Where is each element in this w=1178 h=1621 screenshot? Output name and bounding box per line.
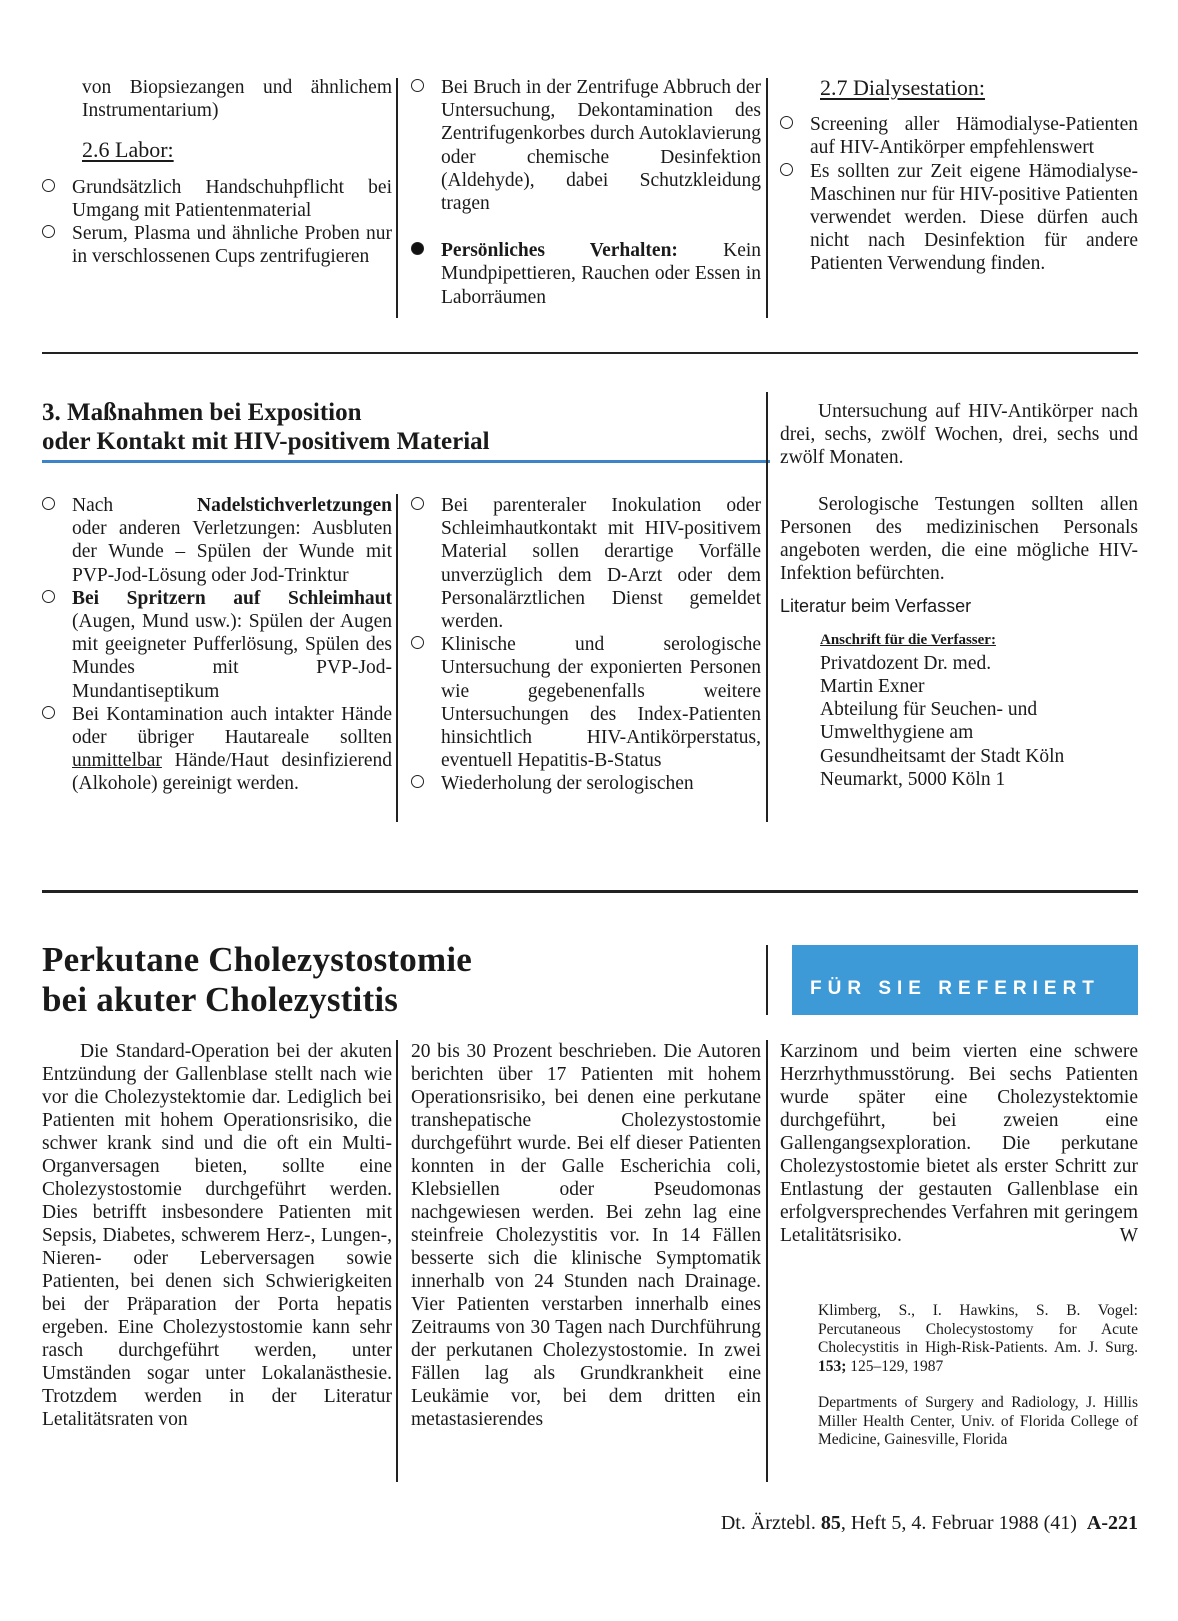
page-footer: Dt. Ärztebl. 85, Heft 5, 4. Februar 1988 (41) A-221 (720, 1512, 1138, 1534)
address-label: Anschrift für die Verfasser: (820, 631, 996, 648)
circle-bullet-icon (411, 497, 424, 510)
list-item: Bei Kontamination auch intakter Hände oder übriger Hautareale sollten unmittelbar Hände/Haut desinfizierend (Alkohole) gereinigt werden. (42, 703, 392, 796)
list-item: Bei parenteraler Inokulation oder Schleimhautkontakt mit HIV-positivem Material sollen derartige Vorfälle unverzüglich dem D-Arzt oder dem Personalärztlichen Dienst gemeldet werden. (411, 494, 761, 633)
column-divider (396, 78, 398, 318)
circle-bullet-icon (42, 497, 55, 510)
circle-bullet-icon (42, 590, 55, 603)
article-col-1: Die Standard-Operation bei der akuten Entzündung der Gallenblase stellt nach wie vor die Cholezystektomie dar. Lediglich bei Patienten mit hohem Operationsrisiko, die schwer krank sind und die oft ein Multi-Organversagen bieten, sollte eine Cholezystostomie durchgeführt werden. Dies betrifft insbesondere Patienten mit Sepsis, Diabetes, schwerem Herz-, Lungen-, Nieren- oder Leberversagen sowie Patienten, bei denen sich Schwierigkeiten bei der Präparation der Porta hepatis ergeben. Eine Cholezystostomie kann sehr rasch durchgeführt werden, unter Umständen sogar unter Lokalanästhesie. Trotzdem werden in der Literatur Letalitätsraten von (42, 1041, 392, 1430)
article-title: Perkutane Cholezystostomie bei akuter Cholezystitis (42, 940, 472, 1019)
col-exposure-right (780, 400, 1138, 791)
col-exposure-mid (411, 494, 761, 796)
page-number: A-221 (1086, 1512, 1138, 1534)
column-divider (396, 1040, 398, 1482)
list-item: Nach Nadelstichverletzungen oder anderen Verletzungen: Ausbluten der Wunde – Spülen der Wunde mit PVP-Jod-Lösung oder Jod-Trinktur (42, 494, 392, 587)
author-address: Anschrift für die Verfasser: Privatdozent Dr. med. Martin Exner Abteilung für Seuchen- und Umwelthygiene am Gesundheitsamt der Stadt Köln Neumarkt, 5000 Köln 1 (780, 629, 1138, 791)
serology-offer: Serologische Testungen sollten allen Personen des medizinischen Personals angeboten werden, die eine mögliche HIV-Infektion befürchten. (780, 493, 1138, 585)
list-item: Grundsätzlich Handschuhpflicht bei Umgang mit Patientenmaterial (42, 176, 392, 222)
section-rule (42, 352, 1138, 354)
circle-bullet-icon (42, 706, 55, 719)
circle-bullet-icon (411, 775, 424, 788)
filled-bullet-icon (411, 242, 424, 255)
column-divider (396, 494, 398, 822)
section-badge: FÜR SIE REFERIERT (792, 945, 1138, 1015)
reference-citation: Klimberg, S., I. Hawkins, S. B. Vogel: Percutaneous Cholecystostomy for Acute Cholecystitis in High-Risk-Patients. Am. J. Surg. 153; 125–129, 1987 (818, 1302, 1138, 1375)
circle-bullet-icon (780, 163, 793, 176)
article-col-2: 20 bis 30 Prozent beschrieben. Die Autoren berichten über 17 Patienten mit hohem Operationsrisiko, bei denen eine perkutane transhepatische Cholezystostomie durchgeführt wurde. Bei elf dieser Patienten konnten in der Galle Escherichia coli, Klebsiellen oder Pseudomonas nachgewiesen werden. Bei zehn lag eine steinfreie Cholezystitis vor. In 14 Fällen besserte sich die klinische Symptomatik innerhalb von 24 Stunden nach Drainage. Vier Patienten verstarben innerhalb eines Zeitraums von 30 Tagen nach Durchführung der perkutanen Cholezystostomie. In zwei Fällen lag als Grundkrankheit eine Leukämie vor, bei dem dritten ein metastasierendes (411, 1041, 761, 1430)
heading-dialysis: 2.7 Dialysestation: (820, 75, 985, 100)
blue-rule (42, 460, 770, 463)
circle-bullet-icon (42, 225, 55, 238)
reference-affiliation: Departments of Surgery and Radiology, J. Hillis Miller Health Center, Univ. of Florida College of Medicine, Gainesville, Florida (818, 1394, 1138, 1448)
heading-labor: 2.6 Labor: (82, 137, 174, 163)
literature-note: Literatur beim Verfasser (780, 596, 972, 617)
personal-behavior: Persönliches Verhalten: Kein Mundpipettieren, Rauchen oder Essen in Laborräumen (411, 239, 761, 309)
column-divider (766, 392, 768, 822)
list-item: Es sollten zur Zeit eigene Hämodialyse-Maschinen nur für HIV-positive Patienten verwendet werden. Diese dürfen auch nicht nach Desinfektion für andere Patienten Verwendung finden. (780, 160, 1138, 276)
article-col-3 (780, 1040, 1138, 1450)
section-rule (42, 890, 1138, 893)
column-divider (766, 78, 768, 318)
list-item: Klinische und serologische Untersuchung der exponierten Personen wie gegebenenfalls weitere Untersuchungen des Index-Patienten hinsichtlich HIV-Antikörperstatus, eventuell Hepatitis-B-Status (411, 633, 761, 772)
list-item: Screening aller Hämodialyse-Patienten auf HIV-Antikörper empfehlenswert (780, 113, 1138, 159)
list-item: Serum, Plasma und ähnliche Proben nur in verschlossenen Cups zentrifugieren (42, 222, 392, 268)
col-labor-left (42, 76, 392, 268)
circle-bullet-icon (411, 636, 424, 649)
column-divider (766, 1040, 768, 1482)
col-labor-mid (411, 76, 761, 309)
list-item: Bei Spritzern auf Schleimhaut (Augen, Mund usw.): Spülen der Augen mit geeigneter Pufferlösung, Spülen des Mundes mit PVP-Jod-Mundantiseptikum (42, 587, 392, 703)
col-dialysis (780, 76, 1138, 276)
list-item: Wiederholung der serologischen (411, 772, 761, 795)
section-3-title: 3. Maßnahmen bei Exposition oder Kontakt mit HIV-positivem Material (42, 399, 490, 455)
article-col-3-text: Karzinom und beim vierten eine schwere Herzrhythmusstörung. Bei sechs Patienten wurde später eine Cholezystektomie durchgeführt, bei zweien eine Gallengangsexploration. Die perkutane Cholezystostomie bietet als erster Schritt zur Entlastung der gestauten Gallenblase ein erfolgversprechendes Verfahren mit geringem Letalitätsrisiko. W (780, 1041, 1138, 1246)
circle-bullet-icon (411, 79, 424, 92)
circle-bullet-icon (780, 116, 793, 129)
biopsy-intro: von Biopsiezangen und ähnlichem Instrumentarium) (82, 77, 392, 122)
col-exposure-left (42, 494, 392, 796)
list-item: Bei Bruch in der Zentrifuge Abbruch der Untersuchung, Dekontamination des Zentrifugenkorbes durch Autoklavierung oder chemische Desinfektion (Aldehyde), dabei Schutzkleidung tragen (411, 76, 761, 215)
serology-followup: Untersuchung auf HIV-Antikörper nach drei, sechs, zwölf Wochen, drei, sechs und zwölf Monaten. (780, 401, 1138, 469)
author-signature: W (1119, 1225, 1138, 1246)
circle-bullet-icon (42, 179, 55, 192)
column-divider (766, 945, 768, 1015)
